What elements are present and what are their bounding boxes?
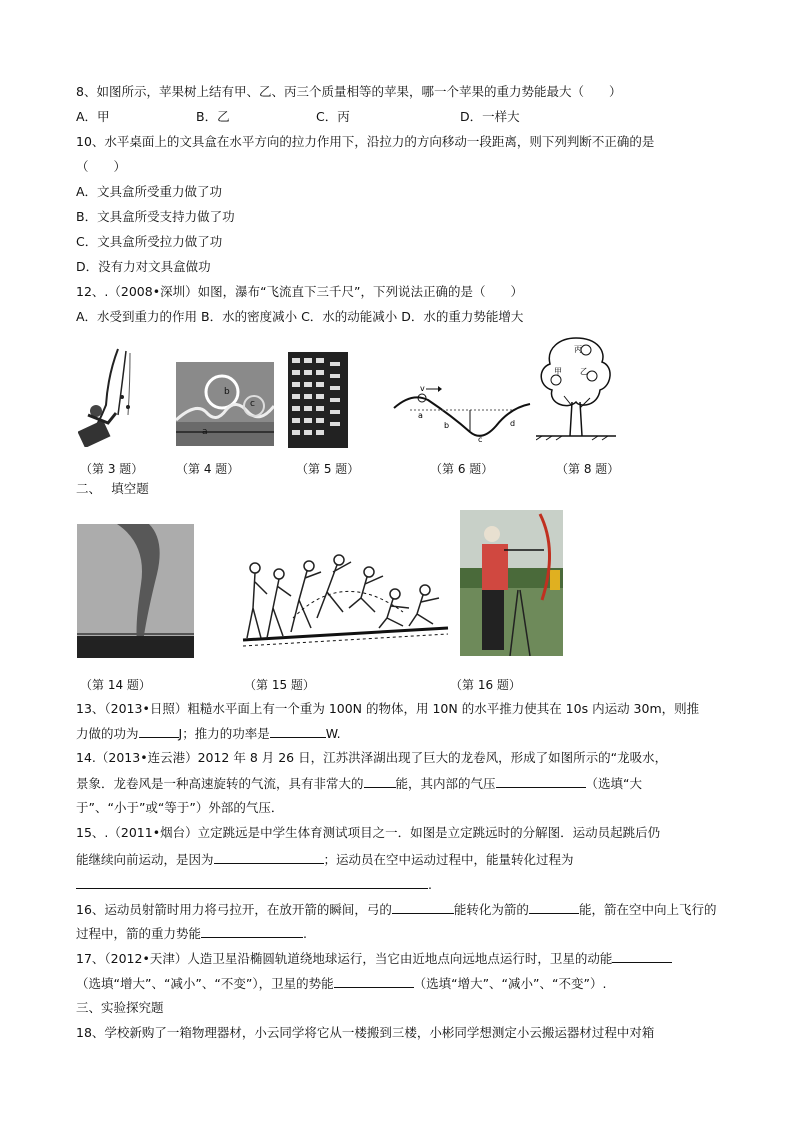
section-2-title: 二、 填空题 xyxy=(76,481,149,496)
q16-line1 xyxy=(76,900,716,919)
q8-option-b: B．乙 xyxy=(196,109,230,124)
q16-text-c: 能，箭在空中向上飞行的 xyxy=(578,902,717,917)
q16-line2 xyxy=(76,924,307,943)
q12-stem: 12、.（2008•深圳）如图，瀑布“飞流直下三千尺”，下列说法正确的是（ ） xyxy=(76,284,524,299)
q14-line1: 14.（2013•连云港）2012 年 8 月 26 日，江苏洪泽湖出现了巨大的龙卷风，形成了如图所示的“龙吸水， xyxy=(76,750,668,765)
q15-blank-reason[interactable] xyxy=(214,850,324,864)
fig8-apple-tree-diagram xyxy=(536,336,616,448)
q15-text-b: ；运动员在空中运动过程中，能量转化过程为 xyxy=(323,852,574,867)
q17-text-b: （选填“增大”、“减小”、“不变”），卫星的势能 xyxy=(76,976,334,991)
q8-stem: 8、如图所示，苹果树上结有甲、乙、丙三个质量相等的苹果，哪一个苹果的重力势能最大（ ） xyxy=(76,84,622,99)
q16-text-b: 能转化为箭的 xyxy=(453,902,529,917)
q13-line1: 13、（2013•日照）粗糙水平面上有一个重为 100N 的物体，用 10N 的水平推力使其在 10s 内运动 30m，则推 xyxy=(76,701,700,716)
fig6-label-c: c xyxy=(478,435,483,444)
q15-line2 xyxy=(76,850,574,869)
q10-option-b: B．文具盒所受支持力做了功 xyxy=(76,209,235,224)
fig6-label-a: a xyxy=(418,411,423,420)
q10-option-a: A．文具盒所受重力做了功 xyxy=(76,184,223,199)
svg-text:c: c xyxy=(250,399,255,409)
q14-blank-pressure[interactable] xyxy=(496,774,586,788)
q13-text-c: W. xyxy=(325,726,341,741)
q13-line2 xyxy=(76,724,341,743)
q16-text-d: 过程中，箭的重力势能 xyxy=(76,926,202,941)
q15-blank-energy-conversion[interactable] xyxy=(76,875,428,889)
q17-line1 xyxy=(76,949,672,968)
q17-text-c: （选填“增大”、“减小”、“不变”）. xyxy=(413,976,607,991)
q14-line2 xyxy=(76,774,642,793)
q16-blank-potential-energy[interactable] xyxy=(201,924,303,938)
q16-blank-arrow-energy[interactable] xyxy=(529,900,579,914)
fig6-label-b: b xyxy=(444,421,450,430)
q15-text-c: . xyxy=(428,877,432,892)
q14-text-a: 景象．龙卷风是一种高速旋转的气流，具有非常大的 xyxy=(76,776,364,791)
svg-text:a: a xyxy=(202,427,208,437)
q14-text-c: （选填“大 xyxy=(585,776,643,791)
q18-line1: 18、学校新购了一箱物理器材，小云同学将它从一楼搬到三楼，小彬同学想测定小云搬运器材过程中对箱 xyxy=(76,1025,655,1040)
q13-blank-work[interactable] xyxy=(139,724,179,738)
fig3-swing-image xyxy=(78,345,138,447)
section-3-title: 三、实验探究题 xyxy=(76,1000,164,1015)
caption-q16: （第 16 题） xyxy=(450,678,521,692)
q16-blank-bow-energy[interactable] xyxy=(392,900,454,914)
fig15-standing-long-jump-image xyxy=(233,548,455,654)
caption-q15: （第 15 题） xyxy=(244,678,315,692)
q17-blank-potential[interactable] xyxy=(334,974,414,988)
caption-q8: （第 8 题） xyxy=(556,462,620,476)
q13-blank-power[interactable] xyxy=(270,724,326,738)
fig8-label-bing: 丙 xyxy=(574,345,582,354)
q10-stem-bracket: （ ） xyxy=(76,159,127,174)
q10-stem: 10、水平桌面上的文具盒在水平方向的拉力作用下，沿拉力的方向移动一段距离，则下列判断不正确的是 xyxy=(76,134,655,149)
fig6-track-diagram xyxy=(392,382,534,448)
q14-text-b: 能，其内部的气压 xyxy=(395,776,496,791)
q16-text-a: 16、运动员射箭时用力将弓拉开，在放开箭的瞬间，弓的 xyxy=(76,902,392,917)
q8-option-c: C．丙 xyxy=(316,109,350,124)
fig14-tornado-image xyxy=(77,524,194,658)
q14-blank-energy[interactable] xyxy=(364,774,396,788)
q15-line3 xyxy=(76,875,432,894)
q10-option-d: D．没有力对文具盒做功 xyxy=(76,259,211,274)
q15-text-a: 能继续向前运动，是因为 xyxy=(76,852,214,867)
q10-option-c: C．文具盒所受拉力做了功 xyxy=(76,234,223,249)
caption-q3: （第 3 题） xyxy=(80,462,144,476)
fig4-rollercoaster-image xyxy=(176,362,274,446)
fig16-archer-image xyxy=(460,510,563,656)
caption-q5: （第 5 题） xyxy=(296,462,360,476)
q17-text-a: 17、（2012•天津）人造卫星沿椭圆轨道绕地球运行，当它由近地点向远地点运行时，卫星的动能 xyxy=(76,951,613,966)
fig8-label-jia: 甲 xyxy=(554,367,562,376)
caption-q4: （第 4 题） xyxy=(176,462,240,476)
q8-option-a: A．甲 xyxy=(76,109,110,124)
q17-line2 xyxy=(76,974,606,993)
q15-line1: 15、.（2011•烟台）立定跳远是中学生体育测试项目之一．如图是立定跳远时的分解图．运动员起跳后仍 xyxy=(76,825,661,840)
svg-text:b: b xyxy=(224,387,230,397)
fig6-label-d: d xyxy=(510,419,516,428)
q13-text-a: 力做的功为 xyxy=(76,726,139,741)
q12-options: A．水受到重力的作用 B．水的密度减小 C．水的动能减小 D．水的重力势能增大 xyxy=(76,309,524,324)
q8-option-d: D．一样大 xyxy=(460,109,520,124)
q17-blank-kinetic[interactable] xyxy=(612,949,672,963)
fig6-label-v: v xyxy=(420,384,425,393)
q16-text-e: . xyxy=(303,926,307,941)
fig5-building-image xyxy=(288,352,348,448)
fig8-label-yi: 乙 xyxy=(580,367,588,376)
q13-text-b: J；推力的功率是 xyxy=(178,726,270,741)
q14-line3: 于”、“小于”或“等于”）外部的气压． xyxy=(76,800,284,815)
caption-q14: （第 14 题） xyxy=(80,678,151,692)
caption-q6: （第 6 题） xyxy=(430,462,494,476)
